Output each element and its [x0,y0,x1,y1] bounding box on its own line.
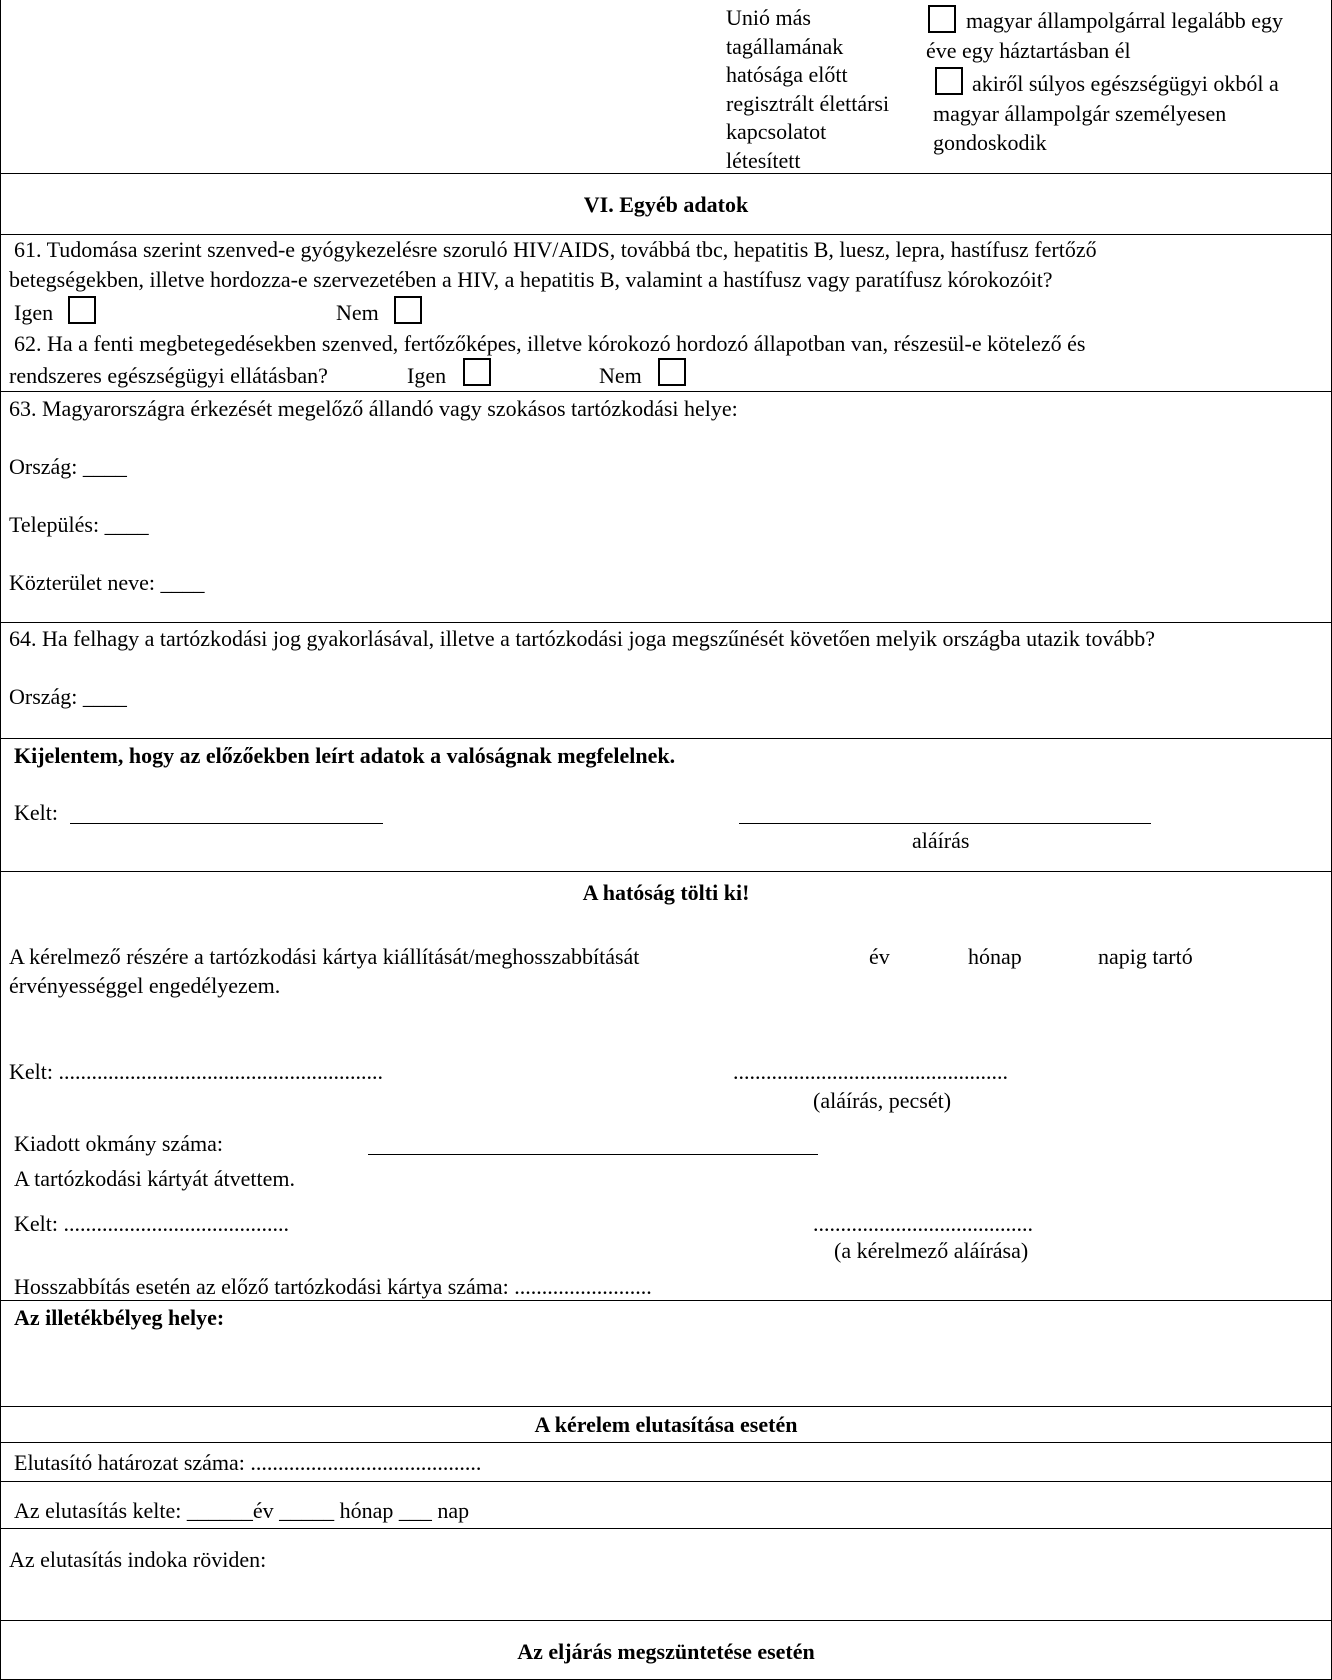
extension-text[interactable]: Hosszabbítás esetén az előző tartózkodási kártya száma: ......................... [14,1274,652,1299]
care-label-2: magyar állampolgár személyesen [933,101,1227,126]
termination-title: Az eljárás megszüntetése esetén [517,1639,815,1664]
authority-title: A hatóság tölti ki! [582,880,750,905]
q63-text: 63. Magyarországra érkezését megelőző állandó vagy szokásos tartózkodási helye: [9,396,738,421]
section-6-title: VI. Egyéb adatok [583,192,749,217]
rejection-date-field[interactable]: Az elutasítás kelte: ______év _____ hónap ___ nap [14,1498,470,1523]
q61-line-2: betegségekben, illetve hordozza-e szervezetében a HIV, a hepatitis B, valamint a hastífusz vagy paratífusz kórokozóit? [9,267,1053,292]
q64-text: 64. Ha felhagy a tartózkodási jog gyakorlásával, illetve a tartózkodási joga megszűnését követően melyik országba utazik tovább? [9,626,1156,651]
rejection-reason-row [0,1528,1332,1621]
authority-kelt-field[interactable]: Kelt: ........................................................... [9,1059,383,1084]
declaration-date-line[interactable] [70,823,383,824]
declaration-text: Kijelentem, hogy az előzőekben leírt adatok a valóságnak megfelelnek. [14,743,676,768]
rejection-number-field[interactable]: Elutasító határozat száma: .......................................... [14,1450,482,1475]
q63-settlement-field[interactable]: Település: ____ [9,512,149,537]
declaration-signature-line[interactable] [739,823,1151,824]
received-kelt-field[interactable]: Kelt: ......................................... [14,1211,289,1236]
applicant-signature-dots[interactable]: ........................................ [813,1211,1033,1236]
applicant-signature-label: (a kérelmező aláírása) [834,1238,1029,1263]
q63-country-field[interactable]: Ország: ____ [9,454,127,479]
care-label-3: gondoskodik [933,130,1047,155]
authority-signature-dots[interactable]: .................................................. [733,1059,1008,1084]
received-text: A tartózkodási kártyát átvettem. [14,1166,296,1191]
declaration-signature-label: aláírás [912,828,970,853]
q61-line-1: 61. Tudomása szerint szenved-e gyógykezelésre szoruló HIV/AIDS, továbbá tbc, hepatitis B, luesz, lepra, hastífusz fertőző [14,237,1097,262]
care-checkbox[interactable] [935,67,963,95]
q63-street-field[interactable]: Közterület neve: ____ [9,570,205,595]
doc-number-label: Kiadott okmány száma: [14,1131,223,1156]
q62-line-1: 62. Ha a fenti megbetegedésekben szenved, fertőzőképes, illetve kórokozó hordozó állapotban van, részesül-e kötelező és [14,331,1086,356]
permit-text: A kérelmező részére a tartózkodási kártya kiállítását/meghosszabbítását [9,944,640,969]
authority-section [0,871,1332,1301]
permit-year-label: év [869,944,890,969]
q64-country-field[interactable]: Ország: ____ [9,684,127,709]
q62-yes-checkbox[interactable] [463,358,491,386]
rejection-title: A kérelem elutasítása esetén [534,1412,798,1437]
q61-no-label: Nem [336,300,379,325]
permit-month-label: hónap [968,944,1022,969]
household-label-2: éve egy háztartásban él [926,38,1131,63]
q62-line-2: rendszeres egészségügyi ellátásban? [9,363,328,388]
q61-yes-label: Igen [14,300,54,325]
authority-signature-label: (aláírás, pecsét) [813,1088,952,1113]
doc-number-line[interactable] [368,1154,818,1155]
q61-yes-checkbox[interactable] [68,296,96,324]
permit-day-label: napig tartó [1098,944,1193,969]
care-label-1: akiről súlyos egészségügyi okból a [972,71,1279,96]
q61-no-checkbox[interactable] [394,296,422,324]
rejection-reason-label: Az elutasítás indoka röviden: [9,1547,267,1572]
household-checkbox[interactable] [928,5,956,33]
household-label-1: magyar állampolgárral legalább egy [966,8,1284,33]
declaration-kelt-label: Kelt: [14,800,58,825]
q62-no-checkbox[interactable] [658,358,686,386]
permit-validity: érvényességgel engedélyezem. [9,973,281,998]
partner-text: Unió más tagállamának hatósága előtt regisztrált élettársi kapcsolatot létesített [726,5,890,173]
q62-yes-label: Igen [407,363,447,388]
q62-no-label: Nem [599,363,642,388]
stamp-title: Az illetékbélyeg helye: [14,1305,225,1330]
